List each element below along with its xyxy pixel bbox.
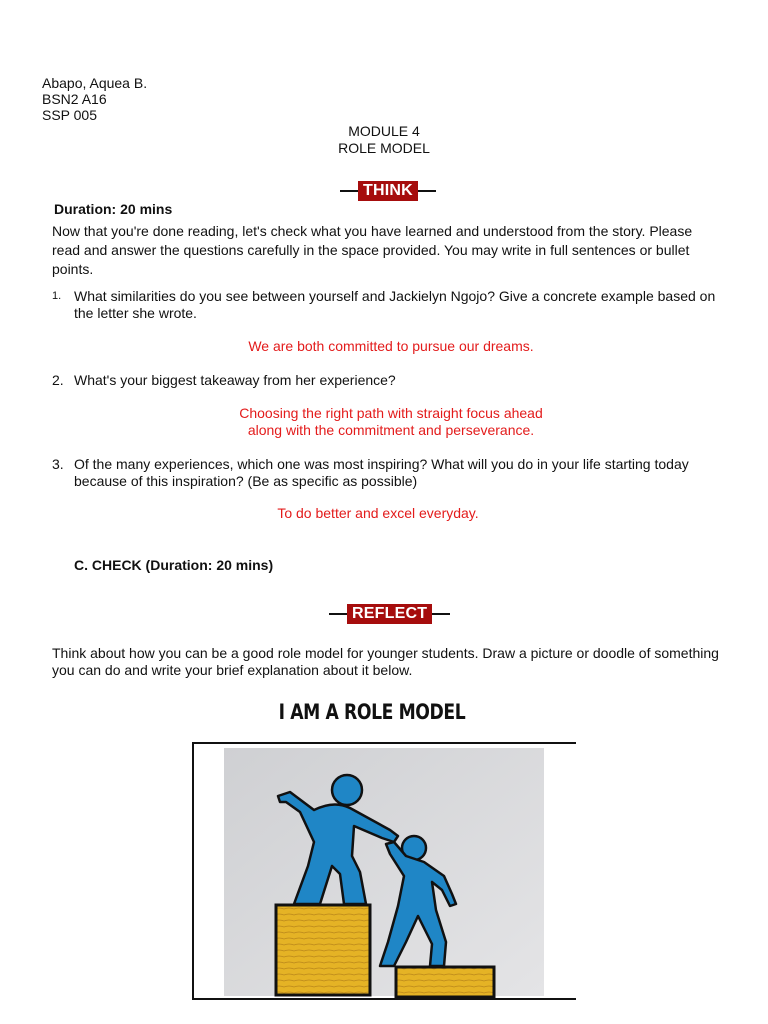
question-line: Of the many experiences, which one was most inspiring? What will you do in your life starting today (74, 456, 689, 472)
think-duration: Duration: 20 mins (54, 201, 173, 217)
question-number: 1. (52, 290, 62, 302)
tall-block (276, 905, 370, 995)
question-line: the letter she wrote. (74, 305, 197, 321)
student-name: Abapo, Aquea B. (42, 75, 148, 91)
banner-dash-left (340, 190, 358, 192)
answer-2 (0, 405, 768, 439)
doodle-title: I AM A ROLE MODEL (278, 700, 466, 724)
answer-3: To do better and excel everyday. (277, 505, 479, 521)
module-number: MODULE 4 (348, 123, 420, 139)
instruction-line: Think about how you can be a good role model for younger students. Draw a picture or doodle of something (52, 645, 719, 661)
instruction-line: you can do and write your brief explanation about it below. (52, 662, 413, 678)
question-line: What similarities do you see between yourself and Jackielyn Ngojo? Give a concrete example based on (74, 288, 716, 304)
banner-dash-left (329, 613, 347, 615)
reflect-instructions (52, 645, 752, 679)
instruction-line: points. (52, 261, 94, 277)
answer-line: Choosing the right path with straight focus ahead (239, 405, 543, 421)
question-number: 3. (52, 456, 64, 472)
role-model-doodle (194, 744, 576, 998)
question-text (74, 288, 734, 322)
short-block (396, 967, 494, 997)
question-number: 2. (52, 372, 64, 388)
student-section: BSN2 A16 (42, 91, 107, 107)
question-line: What's your biggest takeaway from her experience? (74, 372, 396, 388)
banner-dash-right (432, 613, 450, 615)
think-banner (340, 181, 436, 201)
question-text (74, 372, 734, 389)
instruction-line: Now that you're done reading, let's check what you have learned and understood from the story. Please (52, 223, 693, 239)
instruction-line: read and answer the questions carefully in the space provided. You may write in full sentences or bullet (52, 242, 690, 258)
check-heading: C. CHECK (Duration: 20 mins) (74, 557, 274, 573)
reflect-banner-label: REFLECT (347, 604, 432, 624)
question-text (74, 456, 734, 490)
answer-1: We are both committed to pursue our dreams. (248, 338, 534, 354)
think-instructions (52, 222, 752, 279)
reflect-banner (329, 604, 450, 624)
answer-line: along with the commitment and perseverance. (247, 422, 535, 438)
module-topic: ROLE MODEL (338, 140, 430, 156)
doodle-frame (192, 742, 576, 1000)
think-banner-label: THINK (358, 181, 418, 201)
course-code: SSP 005 (42, 107, 98, 123)
question-line: because of this inspiration? (Be as specific as possible) (74, 473, 418, 489)
banner-dash-right (418, 190, 436, 192)
